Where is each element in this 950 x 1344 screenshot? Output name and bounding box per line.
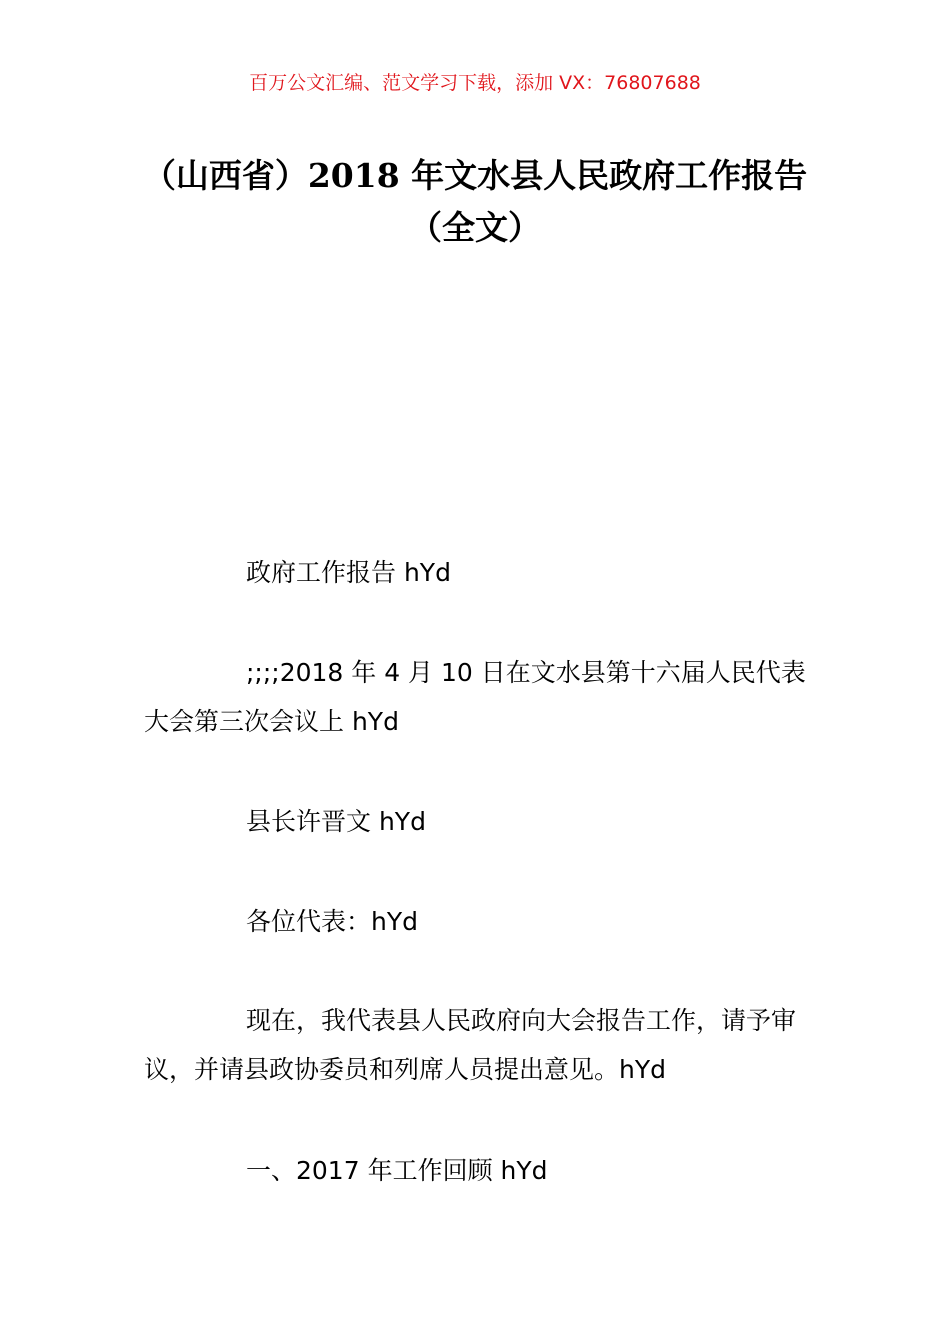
header-banner: 百万公文汇编、范文学习下载，添加 VX：76807688 bbox=[249, 72, 701, 94]
paragraph-speaker: 县长许晋文 hYd bbox=[246, 807, 426, 836]
paragraph-salutation: 各位代表：hYd bbox=[246, 907, 418, 936]
paragraph-opening: 现在，我代表县人民政府向大会报告工作，请予审议，并请县政协委员和列席人员提出意见。hYd bbox=[144, 1006, 797, 1084]
paragraph-meeting-date: ;;;;2018 年 4 月 10 日在文水县第十六届人民代表大会第三次会议上 hYd bbox=[144, 658, 806, 736]
document-title: （山西省）2018 年文水县人民政府工作报告（全文） bbox=[142, 156, 808, 247]
paragraph-section-heading: 一、2017 年工作回顾 hYd bbox=[246, 1156, 548, 1185]
paragraph-report-heading: 政府工作报告 hYd bbox=[246, 558, 451, 587]
